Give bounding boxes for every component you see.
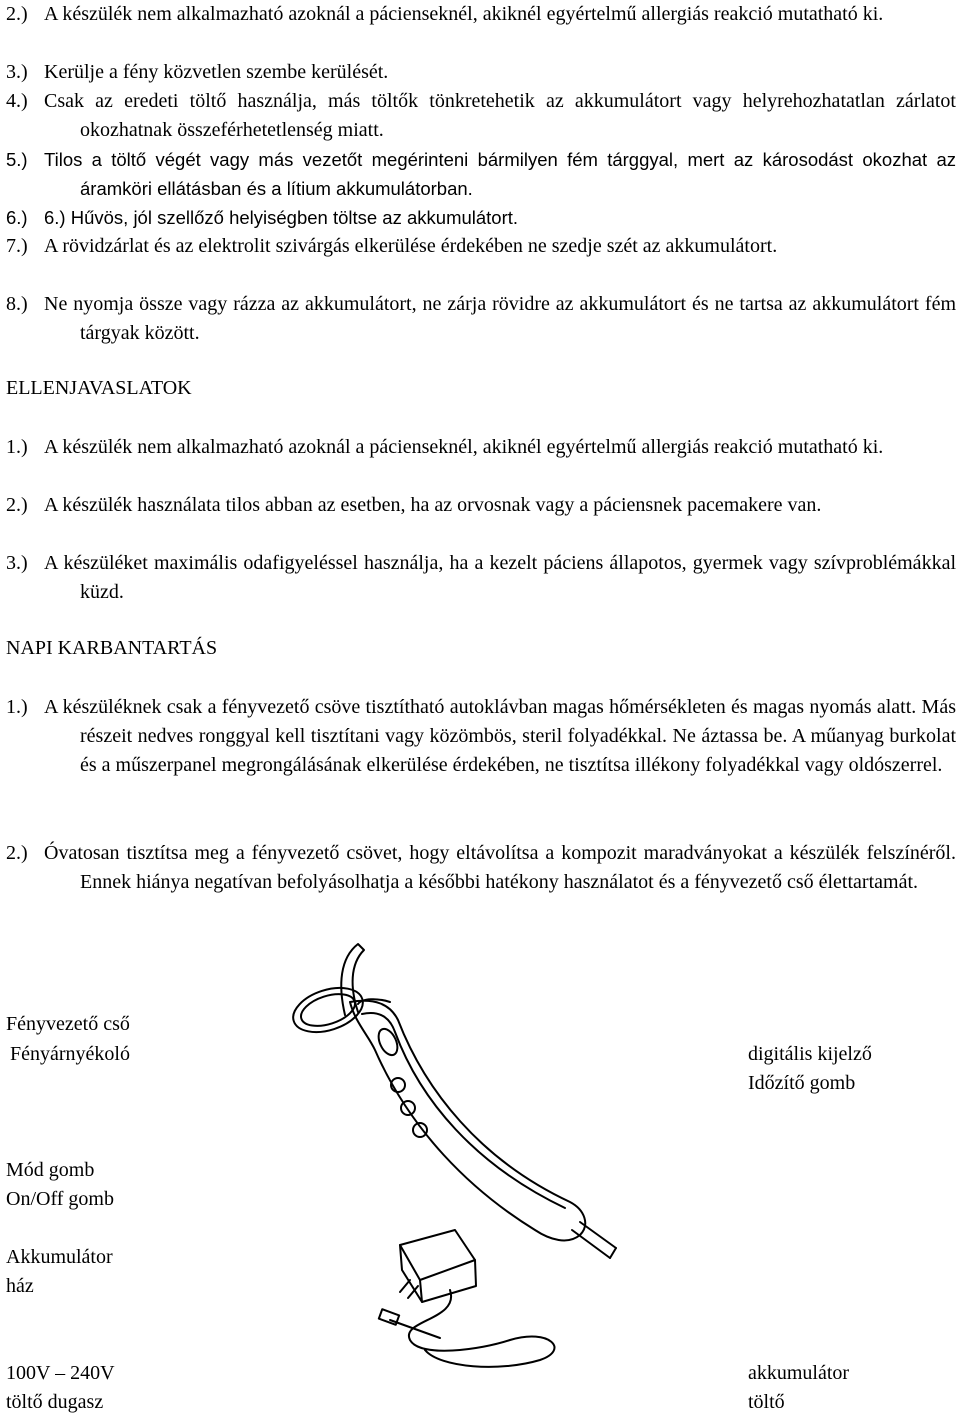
- display-window: [375, 1026, 401, 1058]
- mode-button-shape: [401, 1101, 415, 1115]
- item-text: A készüléknek csak a fényvezető csöve tisztítható autoklávban magas hőmérsékleten és magas nyomás alatt. Más részeit nedves ronggyal kell tisztítani vagy közömbös, steril folyadékkal. Ne áztassa be. A műanyag burkolat és a műszerpanel megrongálásának elkerülése érdekében, ne tisztítsa illékony folyadékkal vagy oldószerrel.: [44, 696, 956, 776]
- item-text: Ne nyomja össze vagy rázza az akkumulátort, ne zárja rövidre az akkumulátort és ne tartsa az akkumulátort fém tárgyak között.: [44, 293, 956, 344]
- item-number: 4.): [6, 90, 28, 112]
- item-text: Óvatosan tisztítsa meg a fényvezető csövet, hogy eltávolítsa a kompozit maradványokat a készülék felszínéről. Ennek hiánya negatívan befolyásolhatja a későbbi hatékony használatot és a fényvezető cső élettartamát.: [44, 842, 956, 893]
- item-number: 1.): [6, 696, 28, 718]
- label-onoff-button: On/Off gomb: [6, 1188, 114, 1210]
- item-text: A készülék nem alkalmazható azoknál a pácienseknél, akiknél egyértelmű allergiás reakció mutatható ki.: [44, 3, 884, 25]
- item-text: A rövidzárlat és az elektrolit szivárgás elkerülése érdekében ne szedje szét az akkumulátort.: [44, 235, 778, 257]
- item-text: Tilos a töltő végét vagy más vezetőt megérinteni bármilyen fém tárggyal, mert az károsodást okozhat az áramköri ellátásban és a lítium akkumulátorban.: [44, 149, 956, 199]
- warning-item-4: [6, 87, 956, 145]
- light-shield: [288, 980, 369, 1040]
- warning-item-6: [6, 203, 956, 232]
- item-number: 8.): [6, 293, 28, 315]
- charger-prongs: [400, 1280, 418, 1298]
- item-number: 2.): [6, 842, 28, 864]
- item-number: 5.): [6, 149, 28, 170]
- warning-item-5: [6, 145, 956, 203]
- item-text: 6.) Hűvös, jól szellőző helyiségben töltse az akkumulátort.: [44, 207, 519, 228]
- charger-adapter: [400, 1230, 475, 1280]
- label-battery-housing-1: Akkumulátor: [6, 1246, 113, 1268]
- maintenance-item-1: [6, 693, 956, 780]
- contraindication-item-1: [6, 433, 956, 462]
- charger-cable: [409, 1290, 555, 1367]
- label-battery-housing-2: ház: [6, 1275, 34, 1297]
- contraindications-heading: ELLENJAVASLATOK: [6, 377, 192, 399]
- item-number: 7.): [6, 235, 28, 257]
- maintenance-item-2: [6, 839, 956, 897]
- item-text: A készülék nem alkalmazható azoknál a pácienseknél, akiknél egyértelmű allergiás reakció mutatható ki.: [44, 436, 884, 458]
- item-number: 3.): [6, 552, 28, 574]
- label-plug-1: 100V – 240V: [6, 1362, 115, 1384]
- label-charger-1: akkumulátor: [748, 1362, 850, 1384]
- item-text: A készülék használata tilos abban az esetben, ha az orvosnak vagy a páciensnek pacemakere van.: [44, 494, 822, 516]
- curing-light-illustration: [250, 940, 630, 1380]
- item-number: 6.): [6, 207, 28, 228]
- handpiece-body: [350, 1001, 585, 1241]
- contraindication-item-3: [6, 549, 956, 607]
- label-mode-button: Mód gomb: [6, 1159, 95, 1181]
- warning-item-3: [6, 58, 956, 87]
- item-number: 3.): [6, 61, 28, 83]
- warning-item-8: [6, 290, 956, 348]
- item-text: A készüléket maximális odafigyeléssel használja, ha a kezelt páciens állapotos, gyermek vagy szívproblémákkal küzd.: [44, 552, 956, 603]
- warning-item-2: [6, 0, 956, 29]
- label-light-guide: Fényvezető cső: [6, 1013, 130, 1035]
- light-guide-tube: [341, 944, 364, 1015]
- item-number: 1.): [6, 436, 28, 458]
- label-charger-2: töltő: [748, 1391, 785, 1413]
- item-text: Kerülje a fény közvetlen szembe kerülését.: [44, 61, 389, 83]
- item-number: 2.): [6, 494, 28, 516]
- warning-item-7: [6, 232, 956, 261]
- label-digital-display: digitális kijelző: [748, 1043, 872, 1065]
- maintenance-heading: NAPI KARBANTARTÁS: [6, 637, 218, 659]
- label-plug-2: töltő dugasz: [6, 1391, 104, 1413]
- label-timer-button: Időzítő gomb: [748, 1072, 856, 1094]
- item-text: Csak az eredeti töltő használja, más töltők tönkretehetik az akkumulátort vagy helyrehozhatatlan zárlatot okozhatnak összeférhetetlenség miatt.: [44, 90, 956, 141]
- label-light-shield: Fényárnyékoló: [10, 1043, 130, 1065]
- contraindication-item-2: [6, 491, 956, 520]
- item-number: 2.): [6, 3, 28, 25]
